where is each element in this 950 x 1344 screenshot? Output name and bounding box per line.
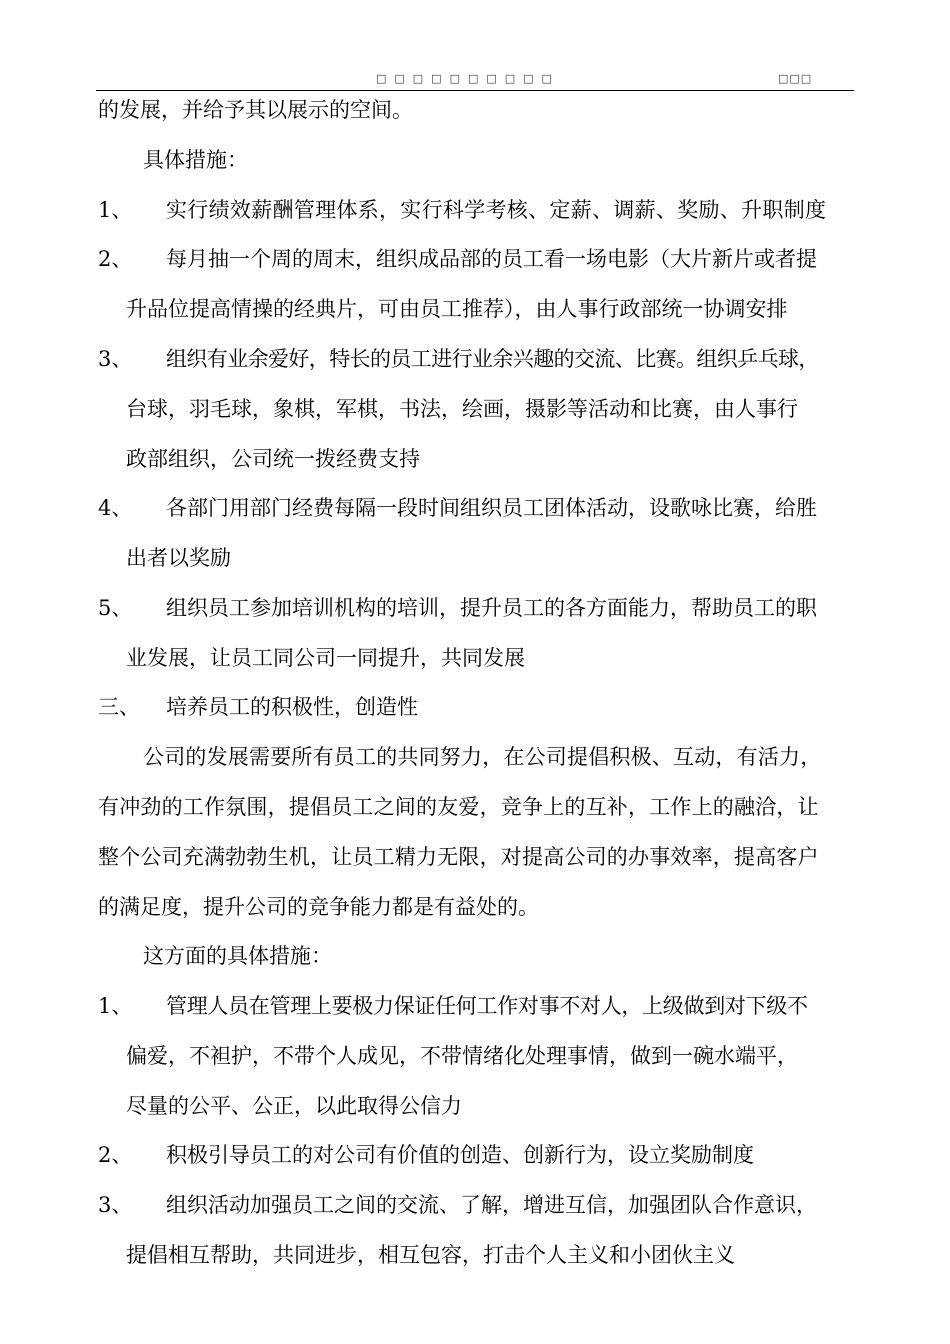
list-item-number: 1、 <box>98 198 133 222</box>
section-number: 三、 <box>98 695 140 719</box>
paragraph-line: 整个公司充满勃勃生机，让员工精力无限，对提高公司的办事效率，提高客户 <box>98 845 819 869</box>
list-item-text: 出者以奖励 <box>126 546 231 570</box>
intro-tail-text: 的发展，并给予其以展示的空间。 <box>98 98 413 122</box>
list-item-text: 业发展，让员工同公司一同提升，共同发展 <box>126 646 525 670</box>
list-item-text: 积极引导员工的对公司有价值的创造、创新行为，设立奖励制度 <box>166 1143 754 1167</box>
list-item-text: 组织活动加强员工之间的交流、了解，增进互信，加强团队合作意识， <box>166 1193 817 1217</box>
measures1-heading: 具体措施： <box>143 148 248 172</box>
list-item-text: 尽量的公平、公正，以此取得公信力 <box>126 1094 462 1118</box>
list-item-number: 2、 <box>98 247 133 271</box>
page-header <box>96 72 854 91</box>
list-item-text: 升品位提高情操的经典片，可由员工推荐），由人事行政部统一协调安排 <box>126 297 788 321</box>
list-item-text: 管理人员在管理上要极力保证任何工作对事不对人，上级做到对下级不 <box>166 994 808 1018</box>
list-item-text: 实行绩效薪酬管理体系，实行科学考核、定薪、调薪、奖励、升职制度 <box>166 198 827 222</box>
list-item-text: 提倡相互帮助，共同进步，相互包容，打击个人主义和小团伙主义 <box>126 1243 735 1267</box>
header-page-marker: □□□ <box>778 72 813 85</box>
list-item-number: 3、 <box>98 347 133 371</box>
measures2-heading: 这方面的具体措施： <box>143 944 332 968</box>
list-item-text: 各部门用部门经费每隔一段时间组织员工团体活动，设歌咏比赛，给胜 <box>166 496 817 520</box>
list-item-text: 政部组织，公司统一拨经费支持 <box>126 447 420 471</box>
list-item-text: 台球，羽毛球，象棋，军棋，书法，绘画，摄影等活动和比赛，由人事行 <box>126 397 798 421</box>
list-item-text: 每月抽一个周的周末，组织成品部的员工看一场电影（大片新片或者提 <box>166 247 817 271</box>
list-item-number: 5、 <box>98 596 133 620</box>
paragraph-line: 有冲劲的工作氛围，提倡员工之间的友爱，竞争上的互补，工作上的融洽，让 <box>98 795 819 819</box>
list-item-text: 组织有业余爱好，特长的员工进行业余兴趣的交流、比赛。组织乒乓球， <box>166 347 819 371</box>
list-item-number: 4、 <box>98 496 133 520</box>
section-title: 培养员工的积极性，创造性 <box>166 695 418 719</box>
list-item-number: 2、 <box>98 1143 133 1167</box>
paragraph-line: 的满足度，提升公司的竞争能力都是有益处的。 <box>98 895 539 919</box>
list-item-text: 组织员工参加培训机构的培训，提升员工的各方面能力，帮助员工的职 <box>166 596 817 620</box>
list-item-number: 1、 <box>98 994 133 1018</box>
list-item-number: 3、 <box>98 1193 133 1217</box>
paragraph-line: 公司的发展需要所有员工的共同努力，在公司提倡积极、互动，有活力， <box>143 745 822 769</box>
list-item-text: 偏爱，不袒护，不带个人成见，不带情绪化处理事情，做到一碗水端平， <box>126 1044 798 1068</box>
header-title: □□□□□□□□□□ <box>376 72 560 85</box>
